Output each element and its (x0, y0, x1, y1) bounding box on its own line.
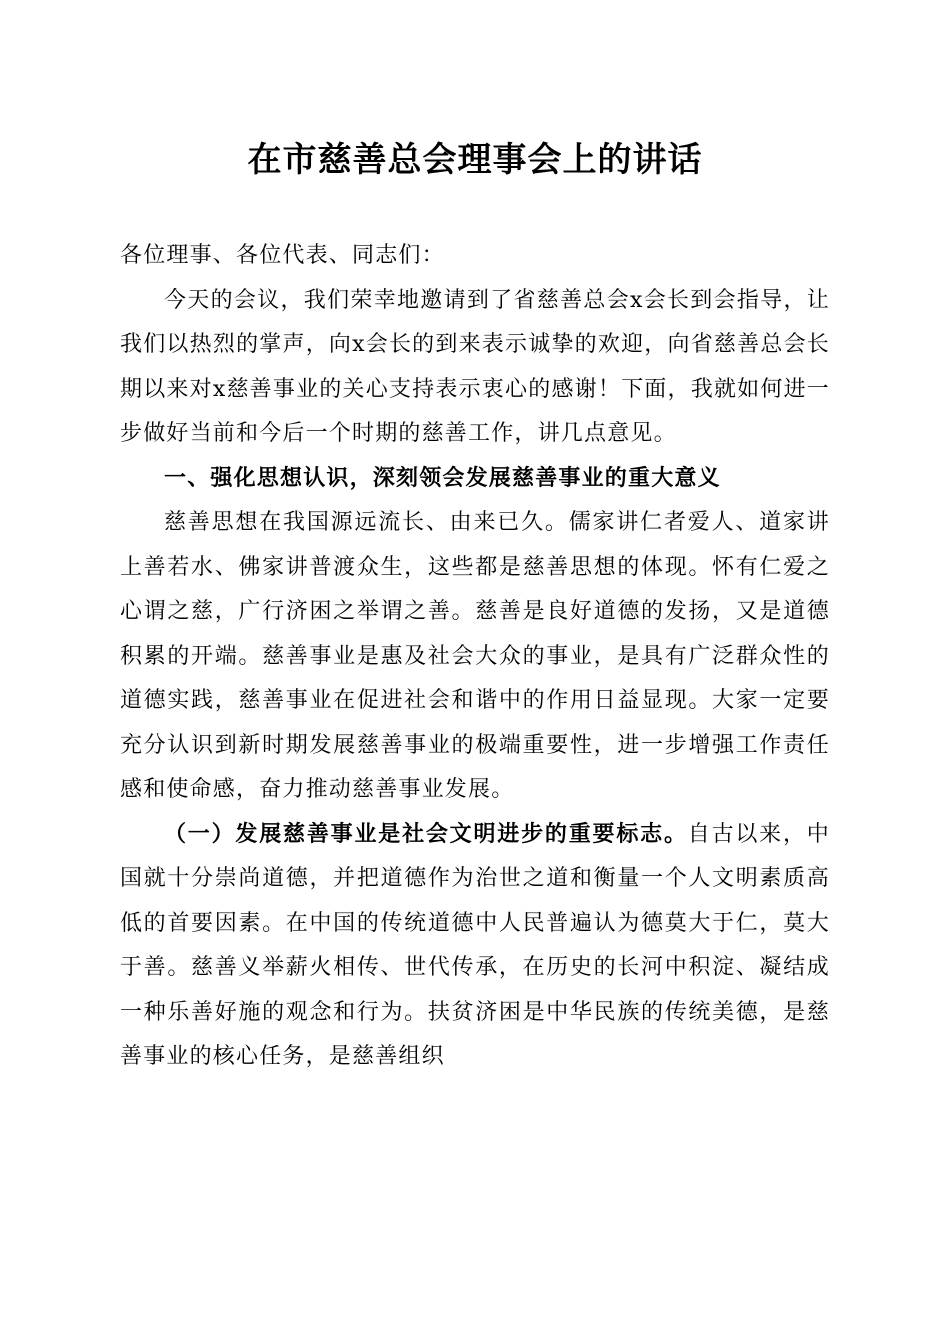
document-body (120, 234, 830, 1080)
section-heading-1: 一、强化思想认识，深刻领会发展慈善事业的重大意义 (164, 465, 721, 491)
subsection-heading-1: （一）发展慈善事业是社会文明进步的重要标志。 (164, 821, 688, 847)
salutation: 各位理事、各位代表、同志们： (120, 243, 445, 268)
paragraph-subsection-1 (120, 813, 830, 1080)
paragraph-charity-thought: 慈善思想在我国源远流长、由来已久。儒家讲仁者爱人、道家讲上善若水、佛家讲普渡众生，这些都是慈善思想的体现。怀有仁爱之心谓之慈，广行济困之举谓之善。慈善是良好道德的发扬，又是道德积累的开端。慈善事业是惠及社会大众的事业，是具有广泛群众性的道德实践，慈善事业在促进社会和谐中的作用日益显现。大家一定要充分认识到新时期发展慈善事业的极端重要性，进一步增强工作责任感和使命感，奋力推动慈善事业发展。 (120, 510, 830, 802)
document-title: 在市慈善总会理事会上的讲话 (247, 140, 703, 180)
subsection-1-text: 自古以来，中国就十分崇尚道德，并把道德作为治世之道和衡量一个人文明素质高低的首要因素。在中国的传统道德中人民普遍认为德莫大于仁，莫大于善。慈善义举薪火相传、世代传承，在历史的长河中积淀、凝结成一种乐善好施的观念和行为。扶贫济困是中华民族的传统美德，是慈善事业的核心任务，是慈善组织 (120, 821, 831, 1069)
paragraph-opening: 今天的会议，我们荣幸地邀请到了省慈善总会x会长到会指导，让我们以热烈的掌声，向x会长的到来表示诚挚的欢迎，向省慈善总会长期以来对x慈善事业的关心支持表示衷心的感谢！下面，我就如何进一步做好当前和今后一个时期的慈善工作，讲几点意见。 (120, 287, 830, 446)
